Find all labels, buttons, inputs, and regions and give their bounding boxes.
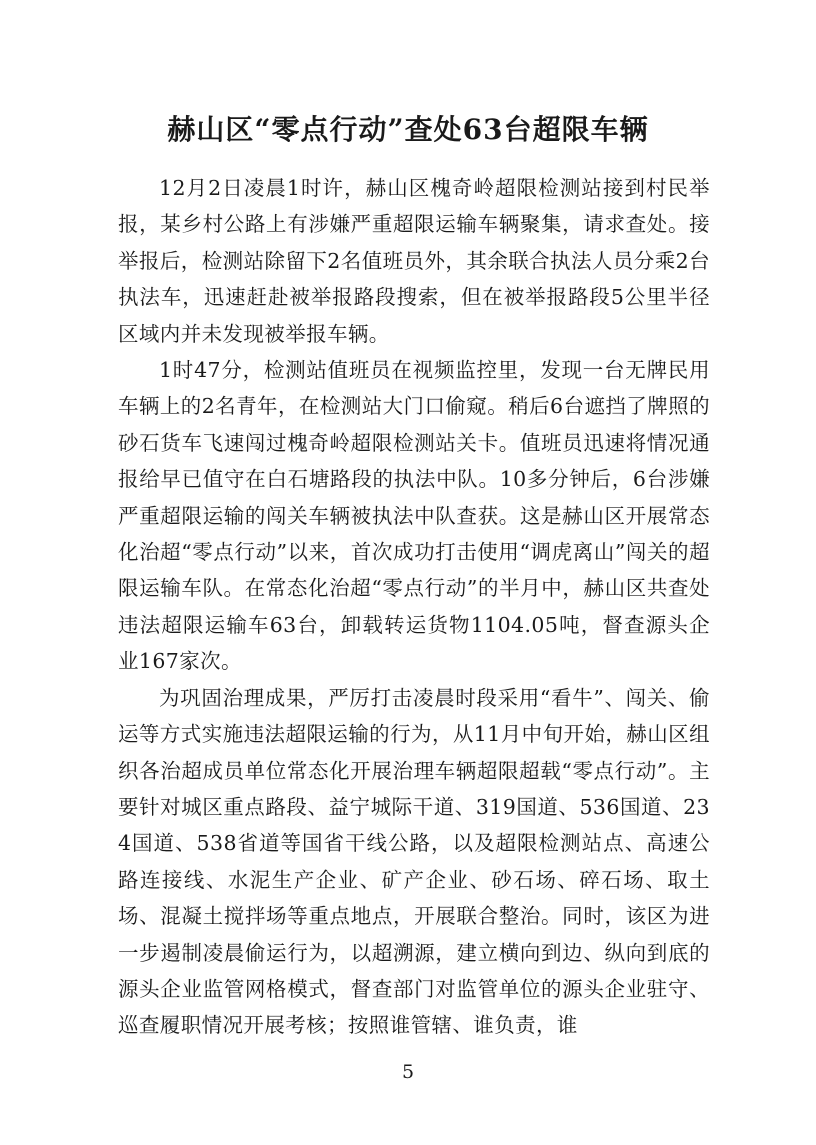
page-number: 5 <box>401 1061 415 1083</box>
article-body <box>118 170 710 1044</box>
paragraph-1: 12月2日凌晨1时许，赫山区槐奇岭超限检测站接到村民举报，某乡村公路上有涉嫌严重超限运输车辆聚集，请求查处。接举报后，检测站除留下2名值班员外，其余联合执法人员分乘2台执法车，迅速赶赴被举报路段搜索，但在被举报路段5公里半径区域内并未发现被举报车辆。 <box>118 176 710 346</box>
article-title: 赫山区“零点行动”查处63台超限车辆 <box>167 113 649 146</box>
paragraph-2: 1时47分，检测站值班员在视频监控里，发现一台无牌民用车辆上的2名青年，在检测站大门口偷窥。稍后6台遮挡了牌照的砂石货车飞速闯过槐奇岭超限检测站关卡。值班员迅速将情况通报给早已值守在白石塘路段的执法中队。10多分钟后，6台涉嫌严重超限运输的闯关车辆被执法中队查获。这是赫山区开展常态化治超“零点行动”以来，首次成功打击使用“调虎离山”闯关的超限运输车队。在常态化治超“零点行动”的半月中，赫山区共查处违法超限运输车63台，卸载转运货物1104.05吨，督查源头企业167家次。 <box>118 358 710 674</box>
paragraph-3: 为巩固治理成果，严厉打击凌晨时段采用“看牛”、闯关、偷运等方式实施违法超限运输的行为，从11月中旬开始，赫山区组织各治超成员单位常态化开展治理车辆超限超载“零点行动”。主要针对城区重点路段、益宁城际干道、319国道、536国道、234国道、538省道等国省干线公路，以及超限检测站点、高速公路连接线、水泥生产企业、矿产企业、砂石场、碎石场、取土场、混凝土搅拌场等重点地点，开展联合整治。同时，该区为进一步遏制凌晨偷运行为，以超溯源，建立横向到边、纵向到底的源头企业监管网格模式，督查部门对监管单位的源头企业驻守、巡查履职情况开展考核；按照谁管辖、谁负责，谁 <box>118 685 710 1038</box>
